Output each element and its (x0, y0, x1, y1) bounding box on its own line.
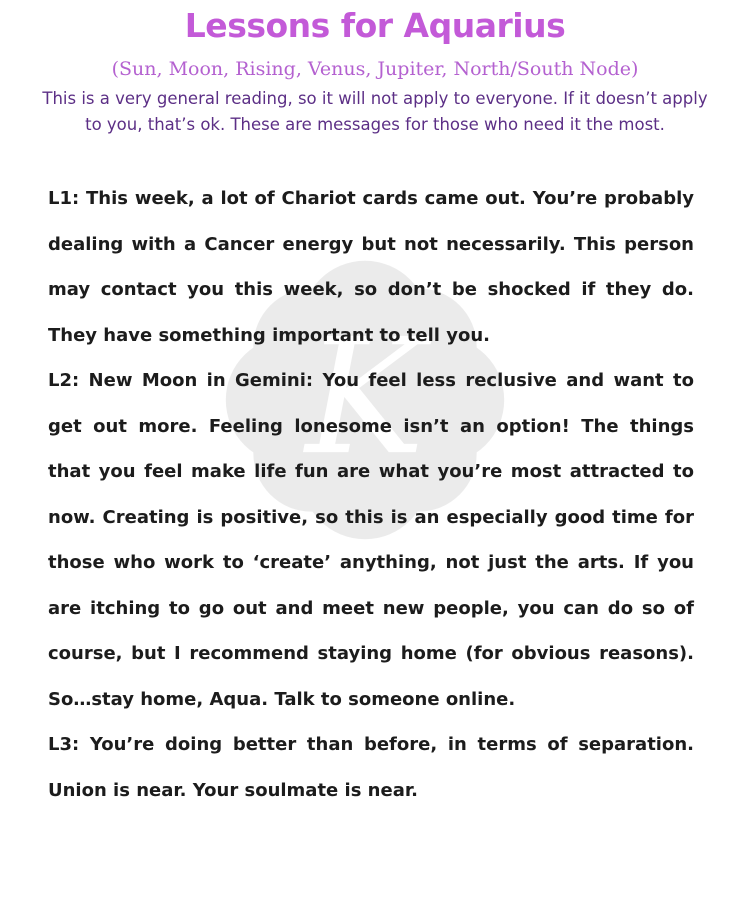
page-title: Lessons for Aquarius (184, 6, 566, 45)
watermark-letter: K (305, 304, 425, 491)
intro-text: This is a very general reading, so it will not apply to everyone. If it doesn’t apply to you, that’s ok. These are messages for those who need it the most. (42, 89, 708, 134)
lesson-paragraph-1: L1: This week, a lot of Chariot cards came out. You’re probably dealing with a Cancer energy but not necessarily. This person may contact you this week, so don’t be shocked if they do. They have something important to tell you. (48, 188, 694, 346)
lesson-paragraph-3: L3: You’re doing better than before, in terms of separation. Union is near. Your soulmate is near. (48, 734, 694, 801)
lesson-paragraph-2: L2: New Moon in Gemini: You feel less reclusive and want to get out more. Feeling lonesome isn’t an option! The things that you feel make life fun are what you’re most attracted to now. Creating is positive, so this is an especially good time for those who work to ‘create’ anything, not just the arts. If you are itching to go out and meet new people, you can do so of course, but I recommend staying home (for obvious reasons). So…stay home, Aqua. Talk to someone online. (48, 370, 694, 710)
page-subtitle: (Sun, Moon, Rising, Venus, Jupiter, North/South Node) (111, 58, 639, 80)
lessons-body (48, 176, 694, 813)
